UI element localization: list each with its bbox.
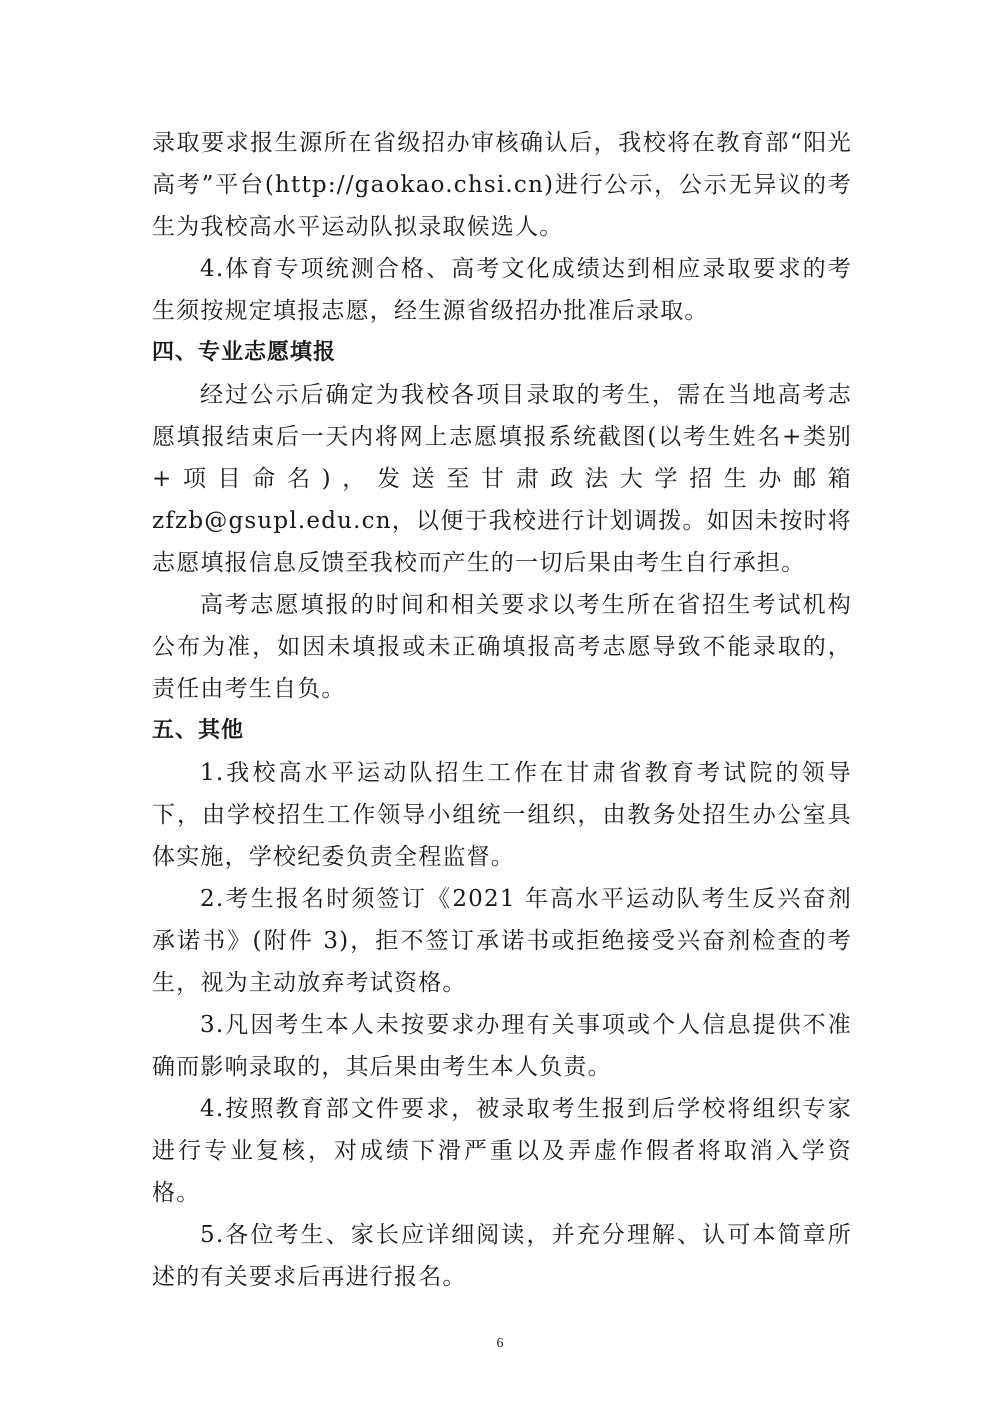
paragraph-screenshot-submission: 经过公示后确定为我校各项目录取的考生，需在当地高考志愿填报结束后一天内将网上志愿填报系统截图(以考生姓名+类别+项目命名)，发送至甘肃政法大学招生办邮箱 zfzb@gsupl.edu.cn，以便于我校进行计划调拨。如因未按时将志愿填报信息反馈至我校而产生的一切后果由考生自行承担。	[152, 382, 852, 576]
paragraph-other-5: 5.各位考生、家长应详细阅读，并充分理解、认可本简章所述的有关要求后再进行报名。	[152, 1222, 852, 1290]
paragraph-volunteer-rules: 高考志愿填报的时间和相关要求以考生所在省招生考试机构公布为准，如因未填报或未正确填报高考志愿导致不能录取的，责任由考生自负。	[152, 592, 852, 702]
paragraph-other-2: 2.考生报名时须签订《2021 年高水平运动队考生反兴奋剂承诺书》(附件 3)，拒不签订承诺书或拒绝接受兴奋剂检查的考生，视为主动放弃考试资格。	[152, 886, 852, 996]
section-heading-4: 四、专业志愿填报	[152, 340, 337, 365]
paragraph-publicity: 录取要求报生源所在省级招办审核确认后，我校将在教育部“阳光高考”平台(http://gaokao.chsi.cn)进行公示，公示无异议的考生为我校高水平运动队拟录取候选人。	[152, 130, 852, 240]
page-number: 6	[496, 1336, 504, 1351]
document-body	[152, 122, 852, 1298]
section-heading-5: 五、其他	[152, 718, 245, 743]
paragraph-other-4: 4.按照教育部文件要求，被录取考生报到后学校将组织专家进行专业复核，对成绩下滑严重以及弄虚作假者将取消入学资格。	[152, 1096, 852, 1206]
paragraph-other-3: 3.凡因考生本人未按要求办理有关事项或个人信息提供不准确而影响录取的，其后果由考生本人负责。	[152, 1012, 852, 1080]
paragraph-item-4-admission: 4.体育专项统测合格、高考文化成绩达到相应录取要求的考生须按规定填报志愿，经生源省级招办批准后录取。	[152, 256, 852, 324]
paragraph-other-1: 1.我校高水平运动队招生工作在甘肃省教育考试院的领导下，由学校招生工作领导小组统一组织，由教务处招生办公室具体实施，学校纪委负责全程监督。	[152, 760, 852, 870]
